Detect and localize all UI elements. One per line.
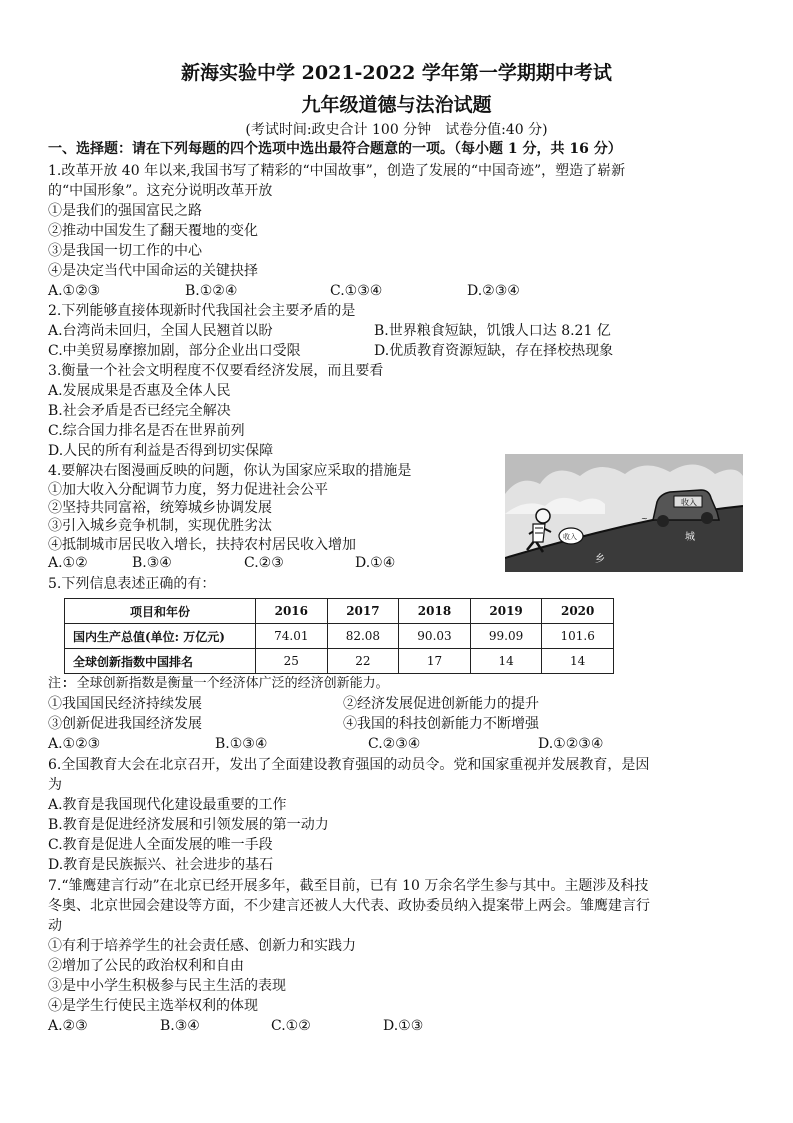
q2-option-a: A.台湾尚未回归，全国人民翘首以盼 (48, 323, 273, 339)
table-row (65, 624, 614, 649)
q5-option-b: B.①③④ (215, 736, 268, 752)
q1-option-a: A.①②③ (48, 283, 101, 299)
q1-statement-2: ②推动中国发生了翻天覆地的变化 (48, 223, 258, 239)
pig-label: 收入 (563, 533, 577, 541)
q7-statement-1: ①有利于培养学生的社会责任感、创新力和实践力 (48, 938, 356, 954)
table-cell: 全球创新指数中国排名 (65, 649, 256, 674)
q1-option-d: D.②③④ (467, 283, 520, 299)
q5-option-d: D.①②③④ (538, 736, 604, 752)
table-cell: 90.03 (399, 624, 471, 649)
q1-stem-line2: 的“中国形象”。这充分说明改革开放 (48, 183, 273, 199)
table-row (65, 649, 614, 674)
q3-option-c: C.综合国力排名是否在世界前列 (48, 423, 245, 439)
table-cell: 14 (542, 649, 614, 674)
q5-statement-2: ②经济发展促进创新能力的提升 (343, 696, 539, 712)
section-heading: 一、选择题：请在下列每题的四个选项中选出最符合题意的一项。（每小题 1 分，共 16 分） (48, 141, 622, 157)
q4-statement-2: ②坚持共同富裕，统筹城乡协调发展 (48, 500, 272, 516)
car-label: 收入 (681, 498, 697, 507)
q4-statement-4: ④抵制城市居民收入增长，扶持农村居民收入增加 (48, 537, 356, 553)
table-cell: 14 (470, 649, 542, 674)
village-label: 乡 (595, 554, 605, 565)
exam-subtitle: 九年级道德与法治试题 (301, 94, 492, 116)
q4-statement-3: ③引入城乡竞争机制，实现优胜劣汰 (48, 518, 272, 534)
q2-option-c: C.中美贸易摩擦加剧，部分企业出口受限 (48, 343, 301, 359)
q3-option-d: D.人民的所有利益是否得到切实保障 (48, 443, 274, 459)
q7-statement-3: ③是中小学生积极参与民主生活的表现 (48, 978, 286, 994)
q3-option-b: B.社会矛盾是否已经完全解决 (48, 403, 231, 419)
comic-illustration (505, 454, 743, 572)
q7-stem-line2: 冬奥、北京世园会建设等方面，不少建言还被人大代表、政协委员纳入提案带上两会。雏鹰建言行 (48, 898, 650, 914)
q4-option-a: A.①② (48, 555, 88, 571)
q2-stem: 2.下列能够直接体现新时代我国社会主要矛盾的是 (48, 303, 356, 319)
q4-option-b: B.③④ (132, 555, 172, 571)
q6-stem-line1: 6.全国教育大会在北京召开，发出了全面建设教育强国的动员令。党和国家重视并发展教育，是因 (48, 757, 650, 773)
table-header-cell: 2018 (399, 599, 471, 624)
q7-stem-line1: 7.“雏鹰建言行动”在北京已经开展多年，截至目前，已有 10 万余名学生参与其中。主题涉及科技 (48, 878, 649, 894)
q5-statement-1: ①我国国民经济持续发展 (48, 696, 202, 712)
q2-option-b: B.世界粮食短缺，饥饿人口达 8.21 亿 (374, 323, 611, 339)
table-cell: 22 (327, 649, 399, 674)
table-cell: 25 (256, 649, 328, 674)
table-cell: 74.01 (256, 624, 328, 649)
q7-option-d: D.①③ (383, 1018, 424, 1034)
q6-option-b: B.教育是促进经济发展和引领发展的第一动力 (48, 817, 329, 833)
city-label: 城 (685, 532, 695, 543)
q5-note: 注: 全球创新指数是衡量一个经济体广泛的经济创新能力。 (48, 676, 389, 691)
q5-statement-4: ④我国的科技创新能力不断增强 (343, 716, 539, 732)
table-header-cell: 2016 (256, 599, 328, 624)
svg-text:~: ~ (641, 514, 648, 523)
table-cell: 国内生产总值(单位: 万亿元) (65, 624, 256, 649)
q1-statement-3: ③是我国一切工作的中心 (48, 243, 202, 259)
q3-option-a: A.发展成果是否惠及全体人民 (48, 383, 231, 399)
piggy-figure (559, 528, 583, 544)
table-header-cell: 项目和年份 (65, 599, 256, 624)
exam-info: (考试时间:政史合计 100 分钟 试卷分值:40 分) (245, 122, 548, 138)
q5-stem: 5.下列信息表述正确的有： (48, 576, 216, 592)
table-cell: 82.08 (327, 624, 399, 649)
q1-option-b: B.①②④ (185, 283, 238, 299)
table-cell: 99.09 (470, 624, 542, 649)
q7-stem-line3: 动 (48, 918, 62, 934)
q3-stem: 3.衡量一个社会文明程度不仅要看经济发展，而且要看 (48, 363, 384, 379)
q7-statement-2: ②增加了公民的政治权利和自由 (48, 958, 244, 974)
q7-statement-4: ④是学生行使民主选举权利的体现 (48, 998, 258, 1014)
q7-option-c: C.①② (271, 1018, 311, 1034)
q1-stem-line1: 1.改革开放 40 年以来,我国书写了精彩的“中国故事”，创造了发展的“中国奇迹”，塑造了崭新 (48, 163, 626, 179)
table-header-cell: 2019 (470, 599, 542, 624)
q5-option-a: A.①②③ (48, 736, 101, 752)
table-header-cell: 2020 (542, 599, 614, 624)
q5-option-c: C.②③④ (368, 736, 421, 752)
q1-statement-4: ④是决定当代中国命运的关键抉择 (48, 263, 258, 279)
q1-statement-1: ①是我们的强国富民之路 (48, 203, 202, 219)
q4-statement-1: ①加大收入分配调节力度，努力促进社会公平 (48, 482, 328, 498)
exam-title: 新海实验中学 2021-2022 学年第一学期期中考试 (181, 62, 612, 84)
data-table (64, 598, 614, 674)
q2-option-d: D.优质教育资源短缺，存在择校热现象 (374, 343, 614, 359)
table-cell: 17 (399, 649, 471, 674)
q4-option-c: C.②③ (244, 555, 284, 571)
q5-statement-3: ③创新促进我国经济发展 (48, 716, 202, 732)
q7-option-a: A.②③ (48, 1018, 88, 1034)
q4-option-d: D.①④ (355, 555, 396, 571)
q6-option-a: A.教育是我国现代化建设最重要的工作 (48, 797, 287, 813)
q6-option-c: C.教育是促进人全面发展的唯一手段 (48, 837, 273, 853)
table-header-cell: 2017 (327, 599, 399, 624)
q6-option-d: D.教育是民族振兴、社会进步的基石 (48, 857, 274, 873)
q4-stem: 4.要解决右图漫画反映的问题，你认为国家应采取的措施是 (48, 463, 412, 479)
q6-stem-line2: 为 (48, 777, 62, 793)
table-cell: 101.6 (542, 624, 614, 649)
q1-option-c: C.①③④ (330, 283, 383, 299)
q7-option-b: B.③④ (160, 1018, 200, 1034)
table-header-row (65, 599, 614, 624)
